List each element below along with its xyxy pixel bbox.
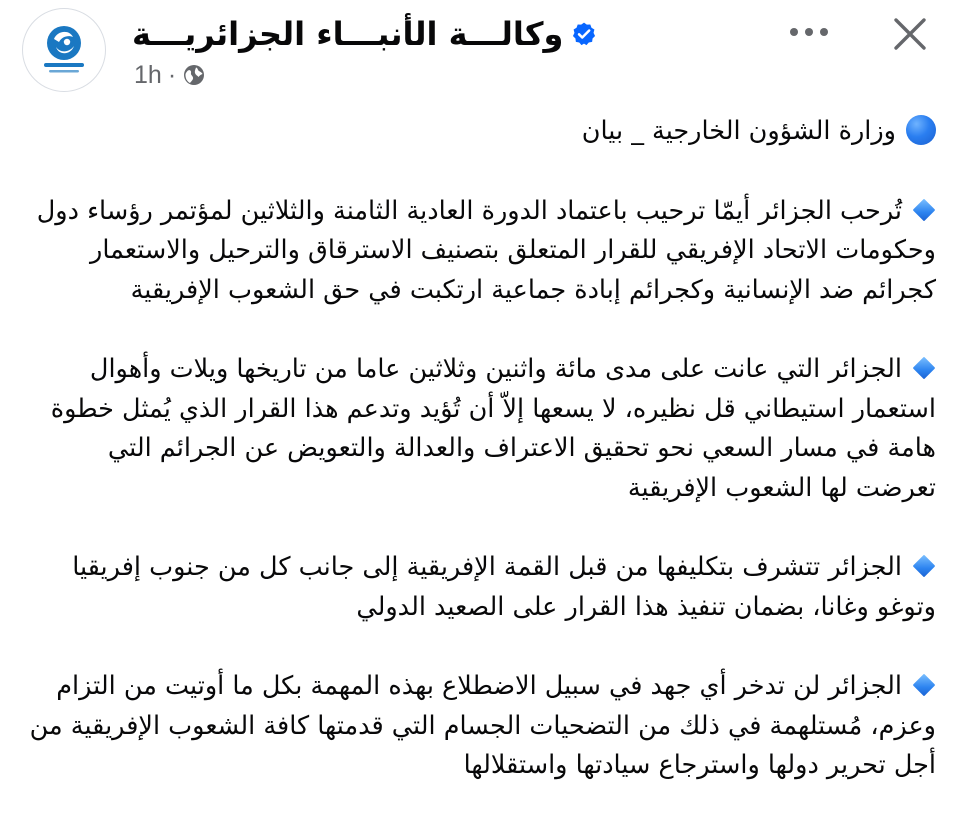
page-name[interactable]: وكالـــة الأنبـــاء الجزائريـــة	[132, 15, 564, 53]
paragraph-text: الجزائر تتشرف بتكليفها من قبل القمة الإفريقية إلى جانب كل من جنوب إفريقيا وتوغو وغانا، بضمان تنفيذ هذا القرار على الصعيد الدولي	[72, 552, 936, 622]
post-meta	[134, 58, 206, 92]
post-time[interactable]: 1h	[134, 60, 162, 89]
post-body	[24, 112, 936, 786]
paragraph-text: تُرحب الجزائر أيمّا ترحيب باعتماد الدورة العادية الثامنة والثلاثين لمؤتمر رؤساء دول وحكومات الاتحاد الإفريقي للقرار المتعلق بتصنيف الاسترقاق والترحيل والاستعمار كجرائم ضد الإنسانية وكجرائم إبادة جماعية ارتكبت في حق الشعوب الإفريقية	[36, 195, 936, 305]
verified-badge-icon	[571, 21, 597, 47]
close-button[interactable]	[884, 8, 936, 60]
meta-separator: ·	[167, 60, 177, 89]
post-paragraph	[24, 192, 936, 311]
small-blue-diamond-icon	[913, 357, 936, 380]
small-blue-diamond-icon	[913, 674, 936, 697]
avatar[interactable]	[22, 8, 106, 92]
paragraph-text: الجزائر التي عانت على مدى مائة واثنين وثلاثين عاما من تاريخها ويلات وأهوال استعمار استيطاني قل نظيره، لا يسعها إلاّ أن تُؤيد وتدعم هذا القرار الذي يُمثل خطوة هامة في مسار السعي نحو تحقيق الاعتراف والعدالة والتعويض عن الجرائم التي تعرضت لها الشعوب الإفريقية	[50, 354, 936, 503]
post-title: وزارة الشؤون الخارجية _ بيان	[581, 116, 896, 146]
page-name-row	[132, 12, 597, 56]
post-header	[0, 0, 960, 110]
small-blue-diamond-icon	[913, 555, 936, 578]
more-options-button[interactable]	[778, 12, 840, 52]
aps-logo-icon	[29, 15, 99, 85]
post-paragraph	[24, 548, 936, 627]
blue-circle-emoji-icon	[906, 115, 936, 145]
small-blue-diamond-icon	[913, 198, 936, 221]
paragraph-text: الجزائر لن تدخر أي جهد في سبيل الاضطلاع بهذه المهمة بكل ما أوتيت من التزام وعزم، مُستلهمة في ذلك من التضحيات الجسام التي قدمتها كافة الشعوب الإفريقية من أجل تحرير دولها واسترجاع سيادتها واستقلالها	[29, 671, 936, 780]
post-paragraph	[24, 667, 936, 786]
post-title-line	[24, 112, 936, 152]
close-icon	[892, 16, 928, 52]
more-options-icon	[787, 26, 831, 38]
globe-icon	[182, 63, 206, 87]
post-paragraph	[24, 350, 936, 508]
